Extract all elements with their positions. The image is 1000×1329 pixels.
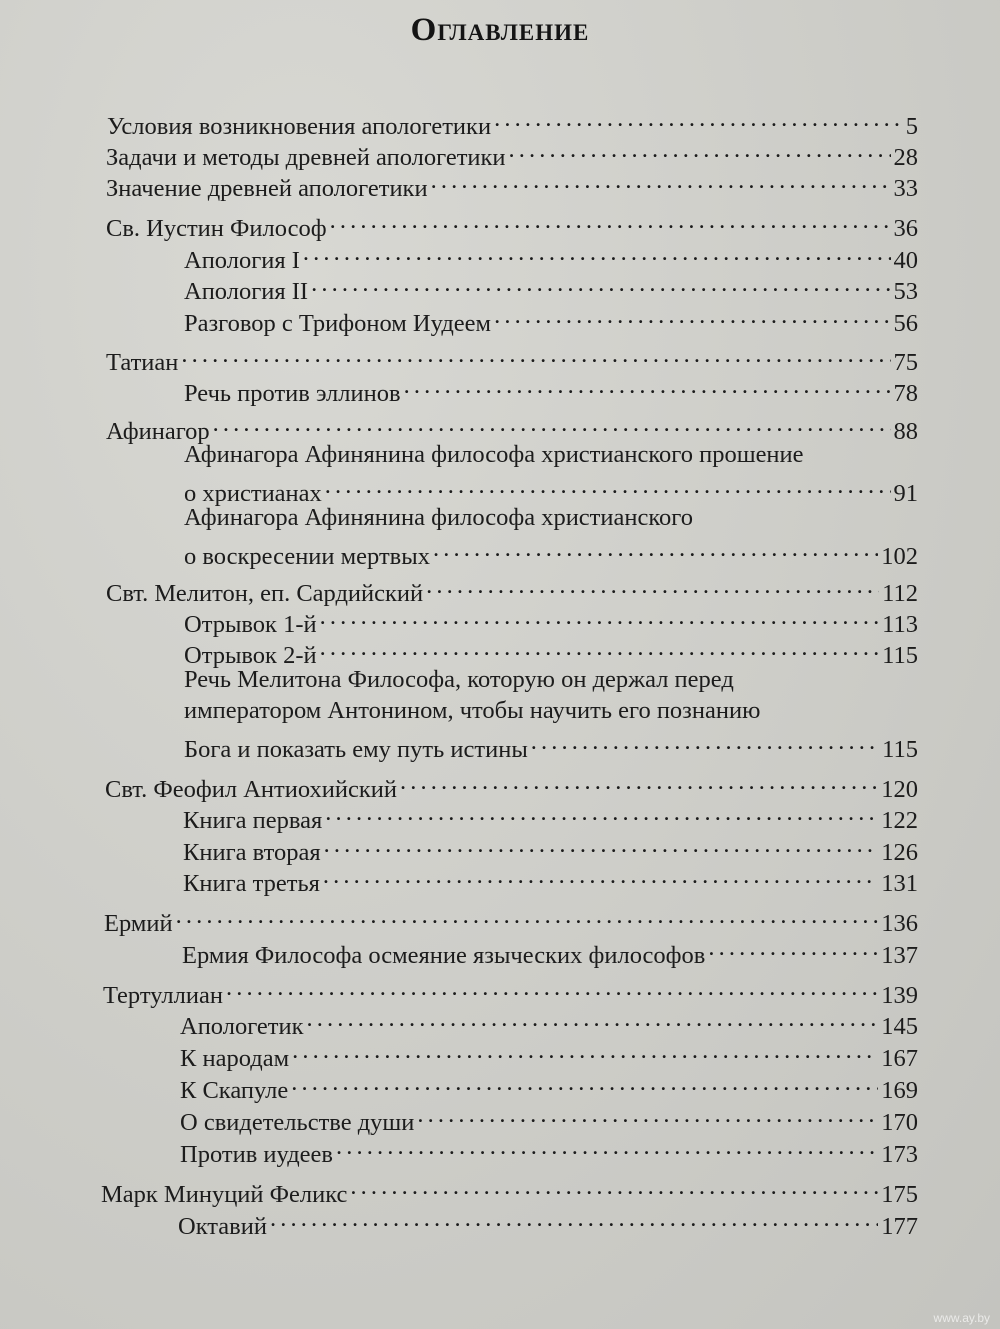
toc-entry-title: К народам <box>180 1045 290 1072</box>
toc-page-number: 75 <box>893 349 918 376</box>
dot-leader <box>311 268 890 299</box>
toc-subentry <box>184 237 918 274</box>
toc-page-number: 177 <box>881 1213 918 1240</box>
dot-leader <box>291 1067 878 1098</box>
toc-page-number: 126 <box>881 839 918 866</box>
toc-page-number: 53 <box>893 278 918 305</box>
toc-page-number: 56 <box>893 310 918 337</box>
toc-page-number: 5 <box>905 113 918 140</box>
dot-leader <box>426 570 879 601</box>
toc-page-number: 115 <box>882 642 918 669</box>
dot-leader <box>307 1003 879 1034</box>
toc-entry-title: Книга третья <box>183 870 320 897</box>
page-title: Оглавление <box>410 12 590 48</box>
toc-entry-title: Задачи и методы древней апологетики <box>106 144 506 171</box>
dot-leader <box>270 1203 878 1234</box>
toc-page-number: 145 <box>881 1013 918 1040</box>
toc-entry-title: К Скапуле <box>180 1077 289 1104</box>
toc-entry-title: О свидетельстве души <box>180 1109 415 1136</box>
dot-leader <box>433 533 878 564</box>
dot-leader <box>336 1131 878 1162</box>
toc-page-number: 169 <box>881 1077 918 1104</box>
toc-entry-title: Ермий <box>104 910 173 937</box>
toc-entry-title: Октавий <box>178 1213 267 1240</box>
toc-subentry <box>183 860 918 897</box>
toc-page-number: 36 <box>893 215 918 242</box>
toc-page-number: 28 <box>893 144 918 171</box>
toc-page-number: 88 <box>893 418 918 445</box>
toc-entry-title: Книга вторая <box>183 839 321 866</box>
toc-entry-title: Апология I <box>184 247 300 274</box>
toc-subentry <box>180 1003 918 1040</box>
toc-entry <box>101 1171 918 1208</box>
toc-page-number: 173 <box>881 1141 918 1168</box>
toc-entry <box>106 205 918 242</box>
toc-entry-title: Книга первая <box>183 807 323 834</box>
toc-entry-title: Условия возникновения апологетики <box>107 113 492 140</box>
toc-subentry <box>180 1131 918 1168</box>
toc-page-number: 120 <box>881 776 918 803</box>
toc-page-number: 78 <box>893 380 918 407</box>
toc-entry <box>106 408 918 445</box>
dot-leader <box>494 103 903 134</box>
dot-leader <box>350 1171 878 1202</box>
toc-entry-title: о воскресении мертвых <box>184 543 430 570</box>
dot-leader <box>323 860 878 891</box>
dot-leader <box>226 972 878 1003</box>
toc-entry-title: Свт. Феофил Антиохийский <box>105 776 397 803</box>
dot-leader <box>708 932 878 963</box>
toc-page-number: 33 <box>893 175 918 202</box>
toc-entry-title: Марк Минуций Феликс <box>101 1181 348 1208</box>
toc-page-number: 112 <box>882 580 918 607</box>
toc-subentry <box>180 1035 918 1072</box>
toc-entry-title: Св. Иустин Философ <box>106 215 327 242</box>
toc-entry-title: Тертуллиан <box>103 982 223 1009</box>
toc-entry <box>106 134 918 171</box>
toc-subentry <box>184 601 918 638</box>
dot-leader <box>324 829 879 860</box>
dot-leader <box>531 726 879 757</box>
toc-subentry <box>184 470 918 507</box>
toc-page-number: 136 <box>881 910 918 937</box>
dot-leader <box>400 766 878 797</box>
toc-page-number: 115 <box>882 736 918 763</box>
toc-entry-title: Речь против эллинов <box>184 380 401 407</box>
toc-subentry <box>178 1203 918 1240</box>
toc-subentry <box>184 268 918 305</box>
toc-entry-title: Ермия Философа осмеяние языческих философов <box>182 942 706 969</box>
toc-entry-title: Против иудеев <box>180 1141 333 1168</box>
watermark: www.ay.by <box>933 1311 990 1325</box>
toc-entry-title: Апологетик <box>180 1013 304 1040</box>
toc-entry-title: Афинагор <box>106 418 210 445</box>
toc-subentry-line: Речь Мелитона Философа, которую он держал перед <box>184 666 734 693</box>
toc-entry-title: Значение древней апологетики <box>106 175 428 202</box>
toc-page-number: 40 <box>893 247 918 274</box>
dot-leader <box>404 370 891 401</box>
toc-entry-title: Татиан <box>106 349 179 376</box>
dot-leader <box>494 300 890 331</box>
toc-subentry <box>184 726 918 763</box>
toc-entry-title: о христианах <box>184 480 322 507</box>
dot-leader <box>509 134 891 165</box>
toc-subentry <box>183 829 918 866</box>
toc-entry <box>106 165 918 202</box>
toc-page-number: 122 <box>881 807 918 834</box>
toc-subentry <box>184 533 918 570</box>
toc-page-number: 102 <box>881 543 918 570</box>
toc-entry-title: Апология II <box>184 278 309 305</box>
dot-leader <box>325 797 878 828</box>
dot-leader <box>325 470 891 501</box>
toc-subentry <box>180 1067 918 1104</box>
toc-subentry <box>184 632 918 669</box>
toc-entry <box>103 972 918 1009</box>
dot-leader <box>303 237 891 268</box>
dot-leader <box>181 339 890 370</box>
toc-page-number: 91 <box>893 480 918 507</box>
toc-page-number: 167 <box>881 1045 918 1072</box>
toc-entry <box>104 900 918 937</box>
toc-page-number: 170 <box>881 1109 918 1136</box>
toc-entry-title: Разговор с Трифоном Иудеем <box>184 310 492 337</box>
toc-subentry <box>184 370 918 407</box>
toc-entry <box>106 570 918 607</box>
toc-entry-title: Свт. Мелитон, еп. Сардийский <box>106 580 424 607</box>
toc-entry <box>106 339 918 376</box>
toc-subentry <box>183 797 918 834</box>
toc-page-number: 139 <box>881 982 918 1009</box>
toc-subentry <box>184 300 918 337</box>
toc-page-number: 175 <box>881 1181 918 1208</box>
toc-subentry-line: императором Антонином, чтобы научить его познанию <box>184 697 761 724</box>
toc-page-number: 137 <box>881 942 918 969</box>
toc-subentry <box>182 932 918 969</box>
dot-leader <box>176 900 879 931</box>
toc-entry-title: Бога и показать ему путь истины <box>184 736 528 763</box>
dot-leader <box>292 1035 878 1066</box>
dot-leader <box>213 408 891 439</box>
toc-entry-title: Отрывок 1-й <box>184 611 317 638</box>
toc-entry <box>105 766 918 803</box>
toc-subentry <box>180 1099 918 1136</box>
dot-leader <box>417 1099 878 1130</box>
dot-leader <box>320 601 880 632</box>
toc-entry <box>107 103 918 140</box>
dot-leader <box>431 165 891 196</box>
dot-leader <box>320 632 880 663</box>
toc-subentry-line: Афинагора Афинянина философа христианского <box>184 504 693 531</box>
toc-page-number: 131 <box>881 870 918 897</box>
toc-page-number: 113 <box>882 611 918 638</box>
toc-entry-title: Отрывок 2-й <box>184 642 317 669</box>
toc-subentry-line: Афинагора Афинянина философа христианского прошение <box>184 441 804 468</box>
dot-leader <box>330 205 891 236</box>
